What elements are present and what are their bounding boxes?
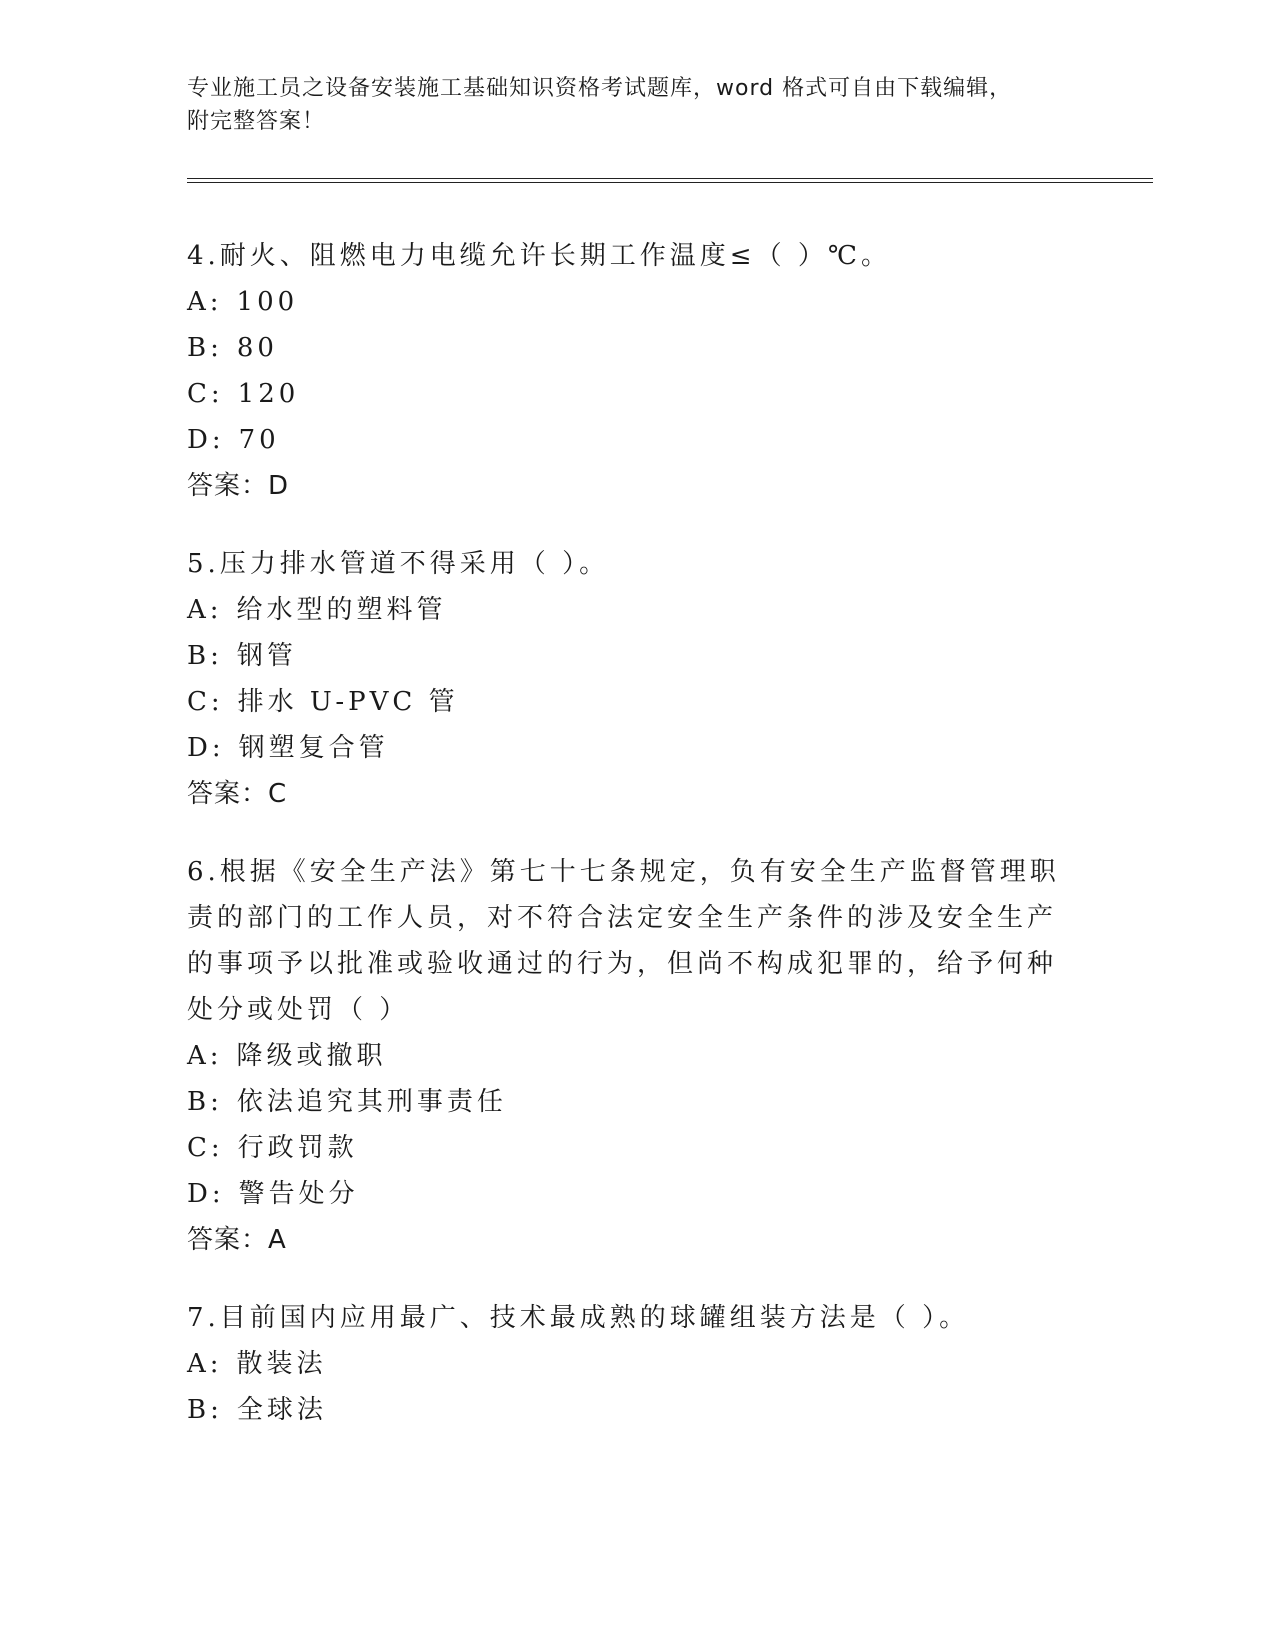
option-c	[187, 1125, 1067, 1171]
option-a	[187, 587, 1067, 633]
option-text: 给水型的塑料管	[236, 595, 447, 625]
option-text: 钢管	[236, 641, 297, 671]
header-divider-top	[187, 178, 1153, 179]
option-text: 100	[236, 287, 299, 317]
option-key: A:	[187, 1041, 223, 1071]
question-5	[187, 541, 1067, 817]
option-key: D:	[187, 733, 225, 763]
option-a	[187, 1033, 1067, 1079]
header-line-1: 专业施工员之设备安装施工基础知识资格考试题库，word 格式可自由下载编辑，	[187, 76, 1013, 101]
option-key: C:	[187, 379, 224, 409]
answer: 答案：C	[187, 779, 288, 809]
option-text: 警告处分	[238, 1179, 359, 1209]
option-b	[187, 325, 1067, 371]
option-text: 依法追究其刑事责任	[236, 1087, 507, 1117]
answer: 答案：D	[187, 471, 290, 501]
option-c	[187, 371, 1067, 417]
question-7	[187, 1295, 1067, 1433]
option-key: B:	[187, 333, 223, 363]
question-text: 4.耐火、阻燃电力电缆允许长期工作温度≤（ ）℃。	[187, 241, 891, 271]
question-text: 6.根据《安全生产法》第七十七条规定，负有安全生产监督管理职责的部门的工作人员，对不符合法定安全生产条件的涉及安全生产的事项予以批准或验收通过的行为，但尚不构成犯罪的，给予何种处分或处罚（ ）	[187, 857, 1060, 1025]
option-c	[187, 679, 1067, 725]
option-text: 70	[238, 425, 280, 455]
header-line-2: 附完整答案！	[187, 109, 326, 134]
option-a	[187, 279, 1067, 325]
option-d	[187, 725, 1067, 771]
option-b	[187, 633, 1067, 679]
option-key: D:	[187, 1179, 225, 1209]
option-key: B:	[187, 1087, 223, 1117]
option-text: 降级或撤职	[236, 1041, 387, 1071]
answer: 答案：A	[187, 1225, 287, 1255]
option-key: B:	[187, 1395, 223, 1425]
option-d	[187, 417, 1067, 463]
option-key: A:	[187, 1349, 223, 1379]
header-divider-bottom	[187, 182, 1153, 183]
option-text: 80	[236, 333, 278, 363]
option-key: C:	[187, 1133, 224, 1163]
option-text: 全球法	[236, 1395, 327, 1425]
option-key: B:	[187, 641, 223, 671]
option-a	[187, 1341, 1067, 1387]
document-header	[187, 72, 1067, 138]
option-key: C:	[187, 687, 224, 717]
option-text: 钢塑复合管	[238, 733, 389, 763]
question-text: 7.目前国内应用最广、技术最成熟的球罐组装方法是（ ）。	[187, 1303, 970, 1333]
option-d	[187, 1171, 1067, 1217]
option-b	[187, 1387, 1067, 1433]
option-key: A:	[187, 287, 223, 317]
question-6	[187, 849, 1067, 1263]
question-4	[187, 233, 1067, 509]
option-text: 行政罚款	[237, 1133, 358, 1163]
option-text: 120	[237, 379, 300, 409]
question-list	[187, 233, 1067, 1465]
option-b	[187, 1079, 1067, 1125]
option-key: D:	[187, 425, 225, 455]
question-text: 5.压力排水管道不得采用（ ）。	[187, 549, 610, 579]
option-key: A:	[187, 595, 223, 625]
option-text: 排水 U-PVC 管	[237, 687, 459, 717]
option-text: 散装法	[236, 1349, 327, 1379]
